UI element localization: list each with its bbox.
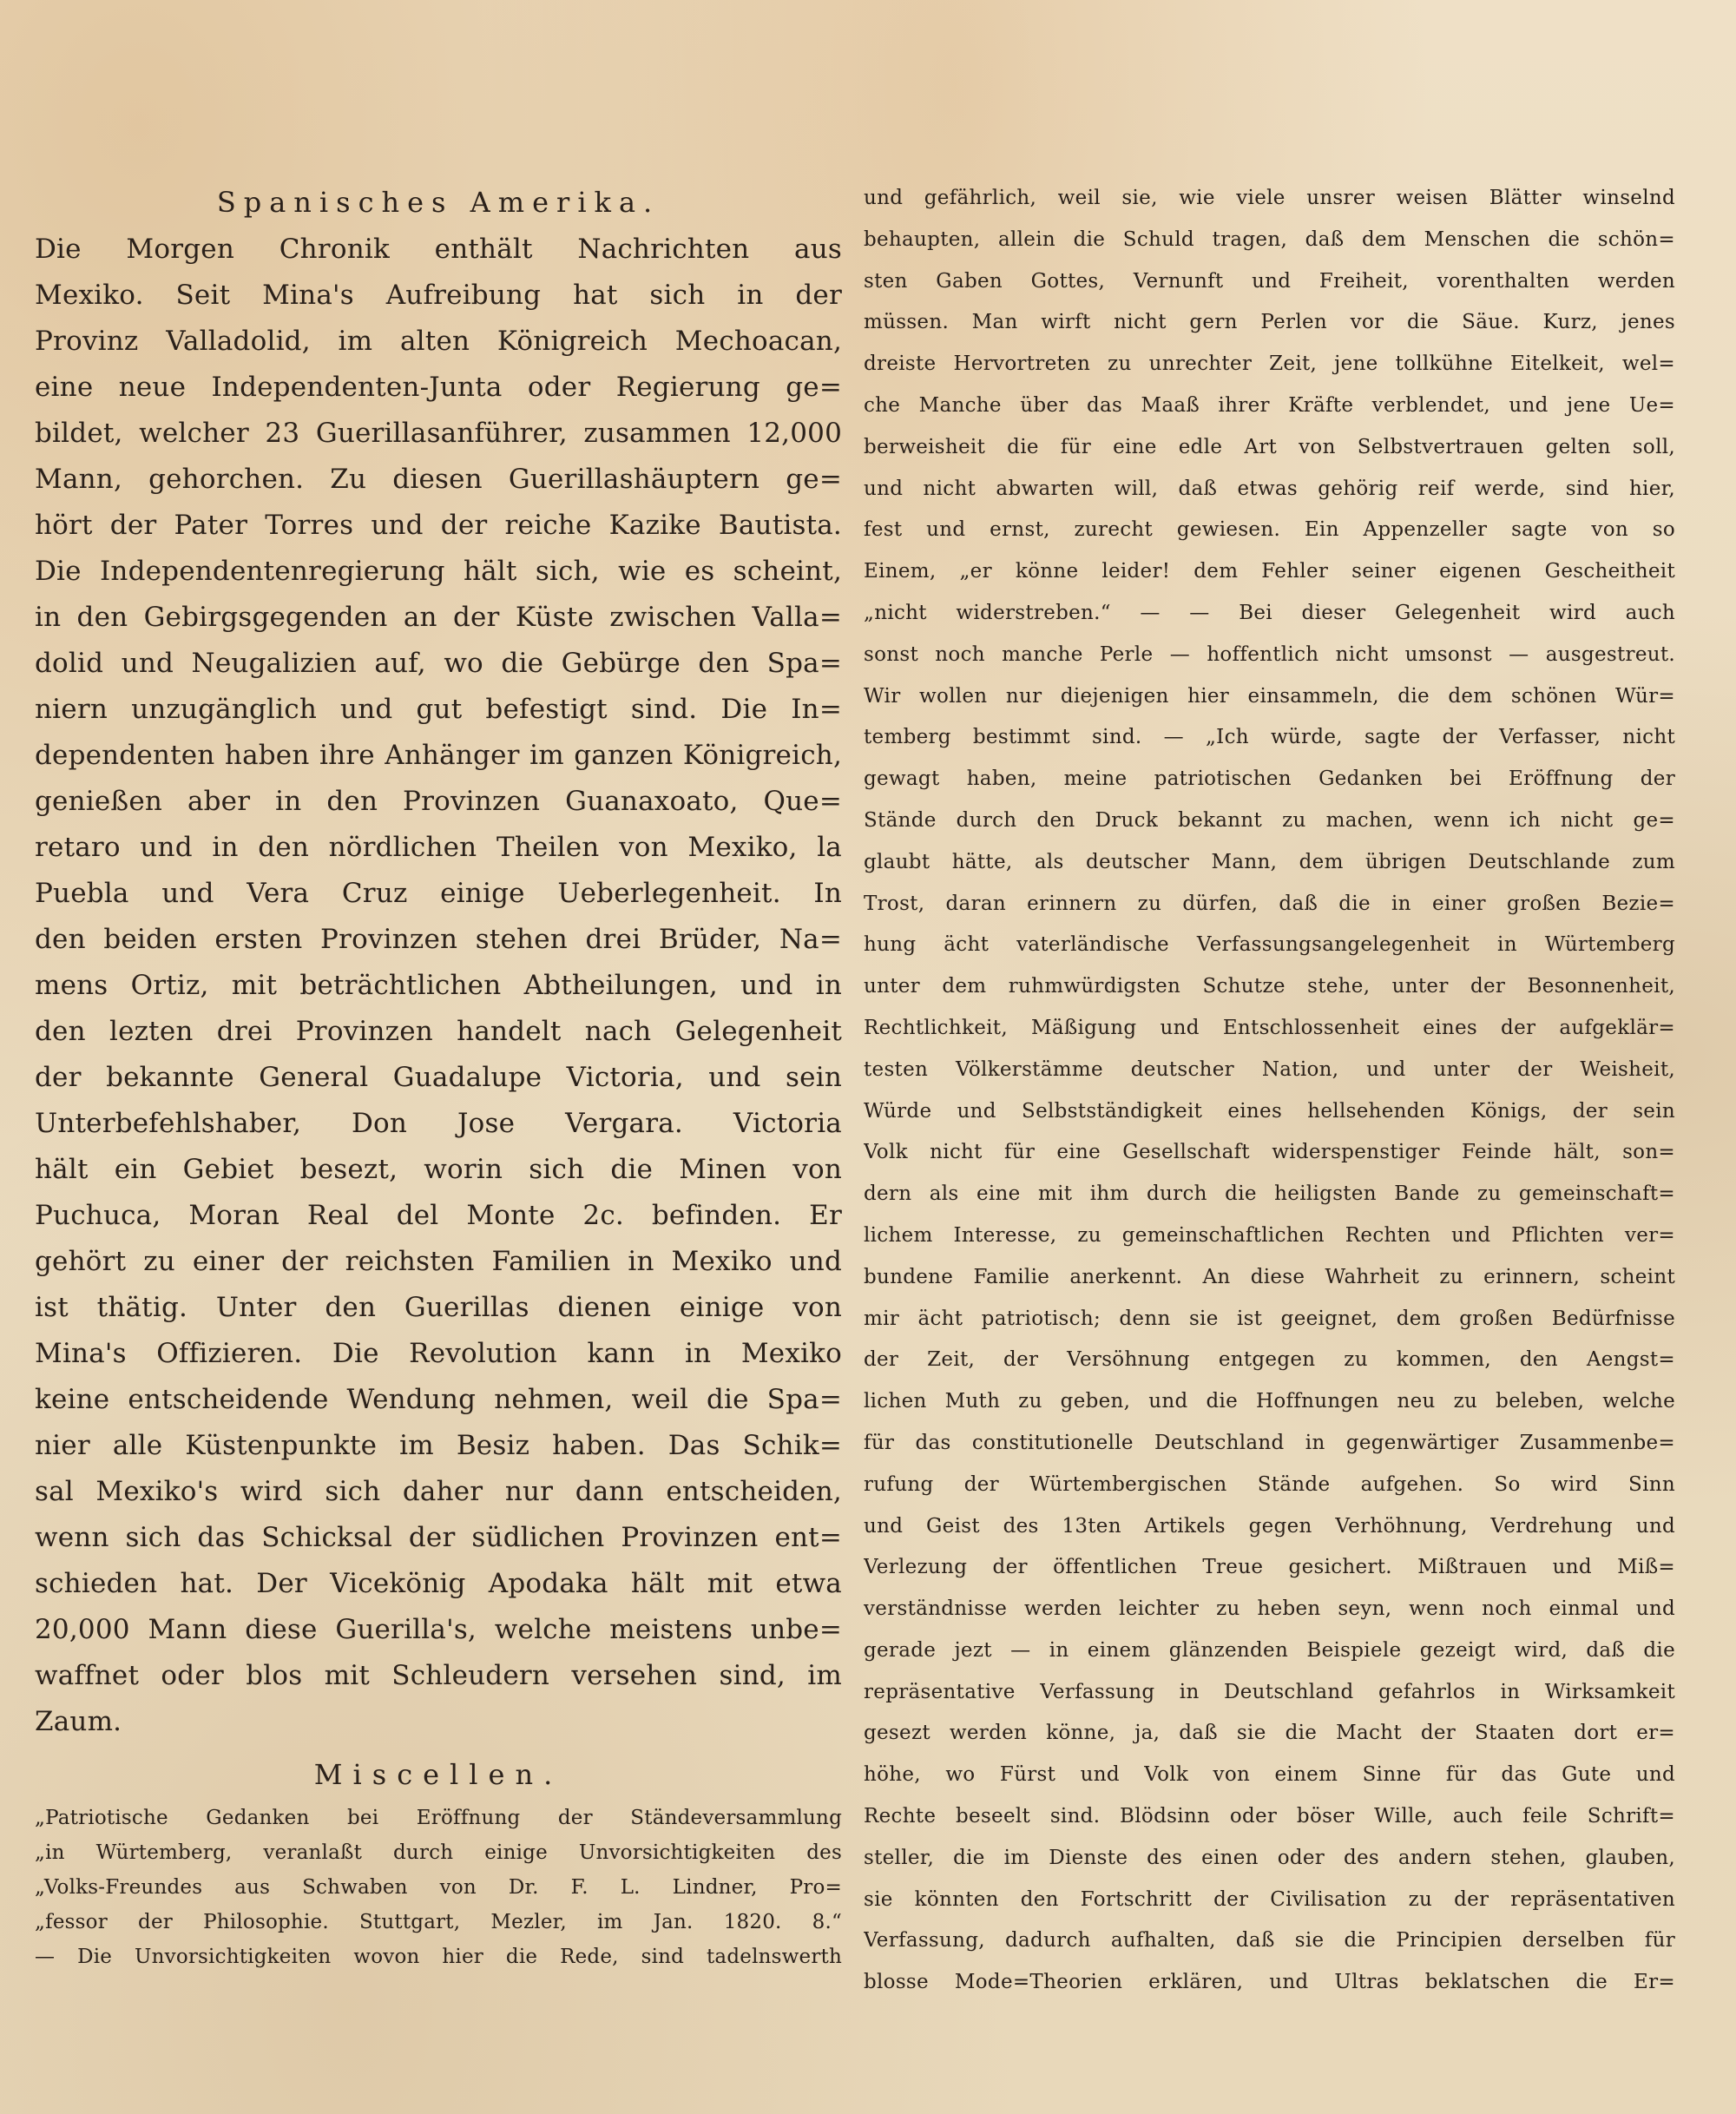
text-line: Provinz Valladolid, im alten Königreich Mechoacan, [35,326,842,357]
text-line: lichen Muth zu geben, und die Hoffnungen neu zu beleben, welche [864,1390,1675,1413]
text-line: Verfassung, dadurch aufhalten, daß sie die Principien derselben für [864,1929,1675,1953]
text-line: müssen. Man wirft nicht gern Perlen vor die Säue. Kurz, jenes [864,311,1675,334]
text-line: Einem, „er könne leider! dem Fehler seiner eigenen Gescheitheit [864,560,1675,583]
text-line: sal Mexiko's wird sich daher nur dann entscheiden, [35,1476,842,1507]
text-line: mens Ortiz, mit beträchtlichen Abtheilungen, und in [35,970,842,1001]
text-line: ist thätig. Unter den Guerillas dienen einige von [35,1292,842,1323]
text-line: waffnet oder blos mit Schleudern versehen sind, im [35,1660,842,1691]
text-line: Mann, gehorchen. Zu diesen Guerillashäuptern ge= [35,464,842,495]
text-line: rufung der Würtembergischen Stände aufgehen. So wird Sinn [864,1472,1675,1496]
text-line: der bekannte General Guadalupe Victoria, und sein [35,1062,842,1093]
text-line: — Die Unvorsichtigkeiten wovon hier die Rede, sind tadelnswerth [35,1946,842,1968]
text-line: Die Independentenregierung hält sich, wie es scheint, [35,556,842,587]
section-title-spanisches-amerika: Spanisches Amerika. [216,186,661,219]
text-line: den lezten drei Provinzen handelt nach Gelegenheit [35,1016,842,1047]
text-line: 20,000 Mann diese Guerilla's, welche meistens unbe= [35,1614,842,1645]
text-line: Stände durch den Druck bekannt zu machen, wenn ich nicht ge= [864,808,1675,832]
text-line: für das constitutionelle Deutschland in gegenwärtiger Zusammenbe= [864,1431,1675,1454]
text-line: Rechte beseelt sind. Blödsinn oder böser Wille, auch feile Schrift= [864,1805,1675,1828]
text-line: in den Gebirgsgegenden an der Küste zwischen Valla= [35,602,842,633]
text-line: testen Völkerstämme deutscher Nation, und unter der Weisheit, [864,1057,1675,1081]
text-line: steller, die im Dienste des einen oder des andern stehen, glauben, [864,1846,1675,1869]
text-line: Mexiko. Seit Mina's Aufreibung hat sich in der [35,280,842,311]
text-line: lichem Interesse, zu gemeinschaftlichen Rechten und Pflichten ver= [864,1223,1675,1247]
text-line: gehört zu einer der reichsten Familien in Mexiko und [35,1246,842,1277]
text-line: Rechtlichkeit, Mäßigung und Entschlossenheit eines der aufgeklär= [864,1016,1675,1039]
text-line: Würde und Selbstständigkeit eines hellsehenden Königs, der sein [864,1099,1675,1123]
text-line: Zaum. [35,1706,122,1737]
text-line: hung ächt vaterländische Verfassungsangelegenheit in Würtemberg [864,933,1675,957]
text-line: „in Würtemberg, veranlaßt durch einige Unvorsichtigkeiten des [35,1841,842,1864]
text-line: dreiste Hervortreten zu unrechter Zeit, jene tollkühne Eitelkeit, wel= [864,352,1675,376]
text-line: sonst noch manche Perle — hoffentlich nicht umsonst — ausgestreut. [864,642,1675,666]
text-line: behaupten, allein die Schuld tragen, daß dem Menschen die schön= [864,227,1675,251]
text-line: wenn sich das Schicksal der südlichen Provinzen ent= [35,1522,842,1553]
text-line: dependenten haben ihre Anhänger im ganzen Königreich, [35,740,842,771]
left-column [35,178,842,1974]
text-line: nier alle Küstenpunkte im Besiz haben. Das Schik= [35,1430,842,1461]
text-line: keine entscheidende Wendung nehmen, weil die Spa= [35,1384,842,1415]
text-line: gewagt haben, meine patriotischen Gedanken bei Eröffnung der [864,767,1675,791]
text-line: unter dem ruhmwürdigsten Schutze stehe, unter der Besonnenheit, [864,975,1675,998]
text-line: berweisheit die für eine edle Art von Selbstvertrauen gelten soll, [864,435,1675,458]
text-line: blosse Mode=Theorien erklären, und Ultras beklatschen die Er= [864,1971,1675,1994]
spanisches-amerika-body [35,227,842,1745]
text-line: Trost, daran erinnern zu dürfen, daß die in einer großen Bezie= [864,892,1675,915]
text-line: bundene Familie anerkennt. An diese Wahrheit zu erinnern, scheint [864,1265,1675,1288]
text-line: hält ein Gebiet besezt, worin sich die Minen von [35,1154,842,1185]
text-line: den beiden ersten Provinzen stehen drei Brüder, Na= [35,924,842,955]
text-line: temberg bestimmt sind. — „Ich würde, sagte der Verfasser, nicht [864,726,1675,749]
text-line: „Volks-Freundes aus Schwaben von Dr. F. L. Lindner, Pro= [35,1876,842,1899]
text-line: genießen aber in den Provinzen Guanaxoato, Que= [35,786,842,817]
text-line: Puchuca, Moran Real del Monte 2c. befinden. Er [35,1200,842,1231]
text-line: schieden hat. Der Vicekönig Apodaka hält mit etwa [35,1568,842,1599]
text-line: dern als eine mit ihm durch die heiligsten Bande zu gemeinschaft= [864,1182,1675,1206]
text-line: Verlezung der öffentlichen Treue gesichert. Mißtrauen und Miß= [864,1556,1675,1579]
text-line: verständnisse werden leichter zu heben seyn, wenn noch einmal und [864,1597,1675,1621]
miscellen-left-body [35,1801,842,1974]
text-line: eine neue Independenten-Junta oder Regierung ge= [35,372,842,403]
text-line: Volk nicht für eine Gesellschaft widerspenstiger Feinde hält, son= [864,1141,1675,1164]
section-title-miscellen: Miscellen. [313,1758,563,1791]
text-line: niern unzugänglich und gut befestigt sind. Die In= [35,694,842,725]
text-line: sten Gaben Gottes, Vernunft und Freiheit, vorenthalten werden [864,269,1675,293]
text-line: glaubt hätte, als deutscher Mann, dem übrigen Deutschlande zum [864,850,1675,873]
text-line: mir ächt patriotisch; denn sie ist geeignet, dem großen Bedürfnisse [864,1307,1675,1330]
text-line: Puebla und Vera Cruz einige Ueberlegenheit. In [35,878,842,909]
text-line: Mina's Offizieren. Die Revolution kann in Mexiko [35,1338,842,1369]
text-line: und gefährlich, weil sie, wie viele unsrer weisen Blätter winselnd [864,187,1675,209]
text-line: höhe, wo Fürst und Volk von einem Sinne für das Gute und [864,1763,1675,1787]
text-line: Wir wollen nur diejenigen hier einsammeln, die dem schönen Wür= [864,684,1675,708]
miscellen-right-body [864,178,1675,2004]
text-line: hört der Pater Torres und der reiche Kazike Bautista. [35,510,842,541]
text-line: „nicht widerstreben.“ — — Bei dieser Gelegenheit wird auch [864,601,1675,624]
text-line: Unterbefehlshaber, Don Jose Vergara. Victoria [35,1108,842,1139]
text-line: sie könnten den Fortschritt der Civilisation zu der repräsentativen [864,1887,1675,1911]
text-line: und Geist des 13ten Artikels gegen Verhöhnung, Verdrehung und [864,1514,1675,1538]
text-line: der Zeit, der Versöhnung entgegen zu kommen, den Aengst= [864,1348,1675,1372]
text-line: repräsentative Verfassung in Deutschland gefahrlos in Wirksamkeit [864,1680,1675,1703]
text-line: und nicht abwarten will, daß etwas gehörig reif werde, sind hier, [864,477,1675,500]
text-line: che Manche über das Maaß ihrer Kräfte verblendet, und jene Ue= [864,393,1675,417]
text-line: bildet, welcher 23 Guerillasanführer, zusammen 12,000 [35,418,842,449]
text-line: fest und ernst, zurecht gewiesen. Ein Appenzeller sagte von so [864,518,1675,542]
text-line: dolid und Neugalizien auf, wo die Gebürge den Spa= [35,648,842,679]
text-line: „fessor der Philosophie. Stuttgart, Mezler, im Jan. 1820. 8.“ [35,1911,842,1933]
text-line: gerade jezt — in einem glänzenden Beispiele gezeigt wird, daß die [864,1638,1675,1662]
right-column [864,178,1675,2004]
text-line: Die Morgen Chronik enthält Nachrichten aus [35,234,842,265]
text-line: retaro und in den nördlichen Theilen von Mexiko, la [35,832,842,863]
text-line: gesezt werden könne, ja, daß sie die Macht der Staaten dort er= [864,1722,1675,1745]
text-line: „Patriotische Gedanken bei Eröffnung der Ständeversammlung [35,1807,842,1829]
